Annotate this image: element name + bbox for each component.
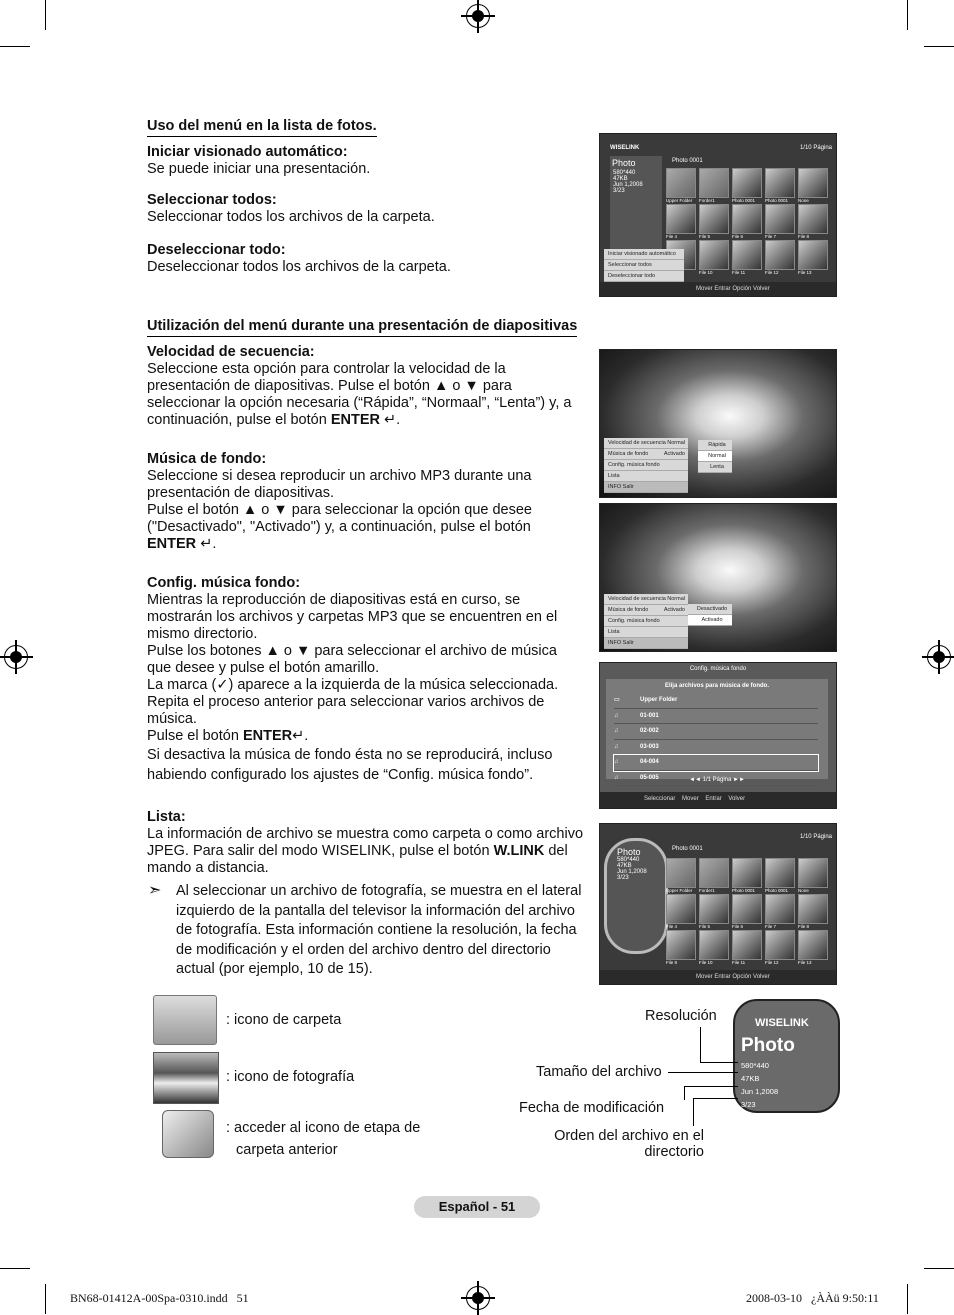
panel-title: Photo [612, 158, 636, 168]
info-size: 47KB [613, 176, 628, 182]
photo-icon [798, 240, 828, 270]
block-heading: Config. música fondo: [147, 575, 301, 591]
thumbnail-label: File 4 [666, 234, 678, 239]
crop-mark [0, 1268, 30, 1269]
text-line: ENTER ↵. [147, 536, 217, 552]
velocidad-block [147, 344, 592, 429]
thumbnail-item[interactable] [765, 204, 795, 239]
info-order: 3/23 [617, 875, 629, 881]
music-row[interactable] [614, 740, 818, 756]
section-title: Uso del menú en la lista de fotos. [147, 118, 377, 137]
leader-line [693, 1098, 694, 1126]
thumbnail-item[interactable] [798, 168, 828, 203]
crop-mark [45, 0, 46, 30]
photo-icon [666, 204, 696, 234]
item-select-all [147, 192, 587, 226]
info-panel-highlight [604, 838, 668, 954]
thumbnail-item[interactable] [699, 240, 729, 275]
musica-block [147, 451, 592, 553]
thumbnail-item[interactable] [765, 930, 795, 965]
thumbnail-label: File 7 [765, 924, 777, 929]
option-item[interactable]: Rápida [698, 440, 732, 451]
thumbnail-item[interactable] [699, 930, 729, 965]
thumbnail-item[interactable] [798, 204, 828, 239]
info-resolution: 580*440 [613, 170, 636, 176]
thumbnail-item[interactable] [765, 240, 795, 275]
photo-icon [666, 894, 696, 924]
music-row[interactable] [614, 755, 818, 771]
text-line: Seleccione esta opción para controlar la velocidad de la [147, 361, 506, 377]
folder-icon: ▭ [614, 697, 620, 703]
photo-icon [732, 204, 762, 234]
menu-item[interactable]: Seleccionar todos [604, 260, 684, 271]
thumbnail-item[interactable] [699, 168, 729, 203]
thumbnail-item[interactable] [666, 858, 696, 893]
thumbnail-label: Photo 0001 [732, 198, 756, 203]
upper-folder-icon [162, 1110, 214, 1158]
thumbnail-label: File 8 [798, 924, 810, 929]
text-line: carpeta anterior [236, 1142, 338, 1158]
item-text: Deseleccionar todos los archivos de la carpeta. [147, 259, 451, 275]
label-size: Tamaño del archivo [536, 1064, 662, 1080]
menu-item[interactable]: Música de fondo Activado [604, 449, 688, 460]
music-row-label: Upper Folder [640, 697, 678, 703]
slideshow-menu [604, 594, 688, 649]
screenshot-background-music [599, 503, 837, 652]
text-line: Si desactiva la música de fondo ésta no se reproducirá, incluso [147, 747, 553, 763]
photo-icon [732, 894, 762, 924]
crop-mark [924, 46, 954, 47]
folder-icon [699, 168, 729, 198]
music-note-icon: ♫ [614, 712, 619, 719]
thumbnail-label: File 11 [732, 960, 746, 965]
legend-photo-label: : icono de fotografía [226, 1069, 355, 1085]
music-options [688, 604, 732, 626]
info-resolution: 580*440 [617, 857, 640, 863]
music-note-icon: ♫ [614, 774, 619, 781]
screenshot-slideshow-speed [599, 349, 837, 498]
info-date: Jun 1,2008 [617, 869, 647, 875]
crop-mark [924, 1268, 954, 1269]
registration-mark-icon [466, 4, 490, 28]
thumbnail-label: File 13 [798, 960, 812, 965]
footer-stamp: 2008-03-10 ¿ÀÀü 9:50:11 [746, 1291, 879, 1305]
thumbnail-item[interactable] [732, 168, 762, 203]
block-heading: Lista: [147, 809, 186, 825]
thumbnail-label: File 5 [699, 234, 711, 239]
thumbnail-label: File 4 [666, 924, 678, 929]
lista-block [147, 809, 595, 877]
photo-icon [732, 240, 762, 270]
callout-size: 47KB [741, 1074, 760, 1083]
legend-folder-label: : icono de carpeta [226, 1012, 342, 1028]
thumbnail-item[interactable] [699, 204, 729, 239]
text-line: Seleccione si desea reproducir un archivo MP3 durante una [147, 468, 532, 484]
leader-line [700, 1027, 701, 1062]
text-line: música. [147, 711, 197, 727]
photo-icon [765, 168, 795, 198]
section-title: Utilización del menú durante una presentación de diapositivas [147, 318, 577, 337]
crop-mark [907, 1284, 908, 1314]
leader-line [700, 1062, 738, 1063]
thumbnail-item[interactable] [666, 204, 696, 239]
thumbnail-item[interactable] [666, 894, 696, 929]
menu-item[interactable]: Lista [604, 471, 688, 482]
thumbnail-label: Forder1 [699, 888, 715, 893]
photo-icon [732, 930, 762, 960]
thumbnail-item[interactable] [666, 168, 696, 203]
callout-order: 3/23 [741, 1100, 756, 1109]
music-row-label: 05-005 [640, 774, 659, 781]
photo-icon [699, 240, 729, 270]
folder-icon [666, 858, 696, 888]
photo-icon [798, 894, 828, 924]
text-line: de modificación y el orden del archivo dentro del directorio [176, 941, 551, 958]
photo-icon [732, 168, 762, 198]
item-text: Seleccionar todos los archivos de la carpeta. [147, 209, 435, 225]
thumbnail-label: Upper Folder [666, 888, 693, 893]
text-line: JPEG. Para salir del modo WISELINK, pulse el botón W.LINK del [147, 843, 568, 859]
footer-file: BN68-01412A-00Spa-0310.indd 51 [70, 1291, 249, 1305]
music-row-label: 03-003 [640, 743, 659, 750]
thumbnail-item[interactable] [732, 204, 762, 239]
item-heading: Iniciar visionado automático: [147, 144, 348, 160]
text-line: La marca (✓) aparece a la izquierda de la música seleccionada. [147, 677, 559, 693]
file-list [614, 693, 818, 786]
text-line: ("Desactivado", "Activado") y, a continuación, pulse el botón [147, 519, 531, 535]
page-indicator: 1/10 Página [799, 834, 832, 840]
menu-item[interactable]: Velocidad de secuencia Normal [604, 594, 688, 605]
label-date: Fecha de modificación [519, 1100, 665, 1116]
music-row[interactable] [614, 693, 818, 709]
info-callout [733, 999, 840, 1113]
thumbnail-label: File 9 [666, 960, 678, 965]
registration-mark-icon [4, 645, 28, 669]
panel-title: Photo [617, 847, 641, 857]
music-row-label: 02-002 [640, 728, 659, 734]
wiselink-logo: WISELINK [755, 1017, 809, 1029]
thumbnail-label: Upper Folder [666, 198, 693, 203]
photo-icon [798, 858, 828, 888]
screenshot-music-config [599, 662, 837, 809]
text-line: Al seleccionar un archivo de fotografía, se muestra en el lateral [176, 883, 582, 899]
thumbnail-label: File 10 [699, 960, 713, 965]
path-label: Photo 0001 [672, 158, 703, 164]
option-item[interactable]: Desactivado [688, 604, 732, 615]
crop-mark [0, 46, 30, 47]
thumbnail-item[interactable] [699, 894, 729, 929]
text-line: Repita el proceso anterior para seleccionar varios archivos de [147, 694, 545, 710]
option-item[interactable]: Lenta [698, 462, 732, 473]
photo-icon [699, 930, 729, 960]
text-line: continuación, pulse el botón ENTER ↵. [147, 412, 401, 428]
wiselink-logo: WISELINK [610, 145, 640, 151]
text-line: presentación de diapositivas. [147, 485, 335, 501]
thumbnail-item[interactable] [765, 894, 795, 929]
thumbnail-item[interactable] [732, 858, 762, 893]
folder-icon [153, 995, 217, 1045]
thumbnail-label: File 8 [798, 234, 810, 239]
callout-title: Photo [741, 1035, 795, 1056]
thumbnail-label: File 10 [699, 270, 713, 275]
thumbnail-label: File 11 [732, 270, 746, 275]
menu-item[interactable]: Deseleccionar todo [604, 271, 684, 282]
music-row-label: 01-001 [640, 712, 659, 719]
menu-item[interactable]: Velocidad de secuencia Normal [604, 438, 688, 449]
music-note-icon: ♫ [614, 743, 619, 750]
callout-resolution: 580*440 [741, 1061, 769, 1070]
thumbnail-label: File 12 [765, 270, 779, 275]
thumbnail-item[interactable] [798, 894, 828, 929]
text-line: Pulse el botón ▲ o ▼ para seleccionar la opción que desee [147, 502, 533, 518]
registration-mark-icon [927, 645, 951, 669]
menu-item[interactable]: Config. música fondo [604, 616, 688, 627]
info-order: 3/23 [613, 188, 625, 194]
control-bar: Mover Entrar Opción Volver [600, 970, 836, 984]
note-arrow-icon: ➣ [148, 882, 162, 899]
folder-icon [666, 168, 696, 198]
photo-icon [765, 894, 795, 924]
thumbnail-label: None [798, 888, 809, 893]
photo-icon [699, 204, 729, 234]
text-line: izquierdo de la pantalla del televisor la información del archivo [176, 902, 575, 919]
text-line: mando a distancia. [147, 860, 269, 876]
speed-options [698, 440, 732, 473]
photo-icon [798, 168, 828, 198]
path-label: Photo 0001 [672, 846, 703, 852]
text-line: presentación de diapositivas. Pulse el botón ▲ o ▼ para [147, 378, 512, 394]
menu-exit[interactable]: INFO Salir [604, 638, 688, 649]
thumbnail-label: Forder1 [699, 198, 715, 203]
option-item[interactable]: Normal [698, 451, 732, 462]
text-line: de fotografía. Esta información contiene la resolución, la fecha [176, 922, 577, 938]
item-text: Se puede iniciar una presentación. [147, 161, 371, 177]
text-line: seleccionar la opción necesaria (“Rápida”, “Normaal”, “Lenta”) y, a [147, 395, 572, 411]
thumbnail-item[interactable] [765, 168, 795, 203]
text-line: Pulse los botones ▲ o ▼ para seleccionar el archivo de música [147, 643, 557, 659]
info-date: Jun 1,2008 [613, 182, 643, 188]
text-line: La información de archivo se muestra como carpeta o como archivo [147, 826, 584, 842]
pager: ◄◄ 1/1 Página ►► [689, 777, 745, 783]
thumbnail-label: File 7 [765, 234, 777, 239]
thumbnail-label: None [798, 198, 809, 203]
thumbnail-item[interactable] [666, 930, 696, 965]
checkmark-icon: ✓ [216, 677, 229, 693]
thumbnail-item[interactable] [699, 858, 729, 893]
music-row[interactable] [614, 709, 818, 725]
dialog-subtitle: Elija archivos para música de fondo. [664, 683, 770, 689]
thumbnail-label: File 12 [765, 960, 779, 965]
thumbnail-item[interactable] [798, 240, 828, 275]
config-block [147, 575, 592, 784]
photo-icon [765, 240, 795, 270]
screenshot-photo-info [599, 823, 837, 985]
enter-icon: ↵ [384, 412, 397, 428]
slideshow-menu [604, 438, 688, 493]
screenshot-photo-list [599, 133, 837, 297]
leader-line [684, 1086, 738, 1087]
label-order [550, 1128, 704, 1160]
menu-exit[interactable]: INFO Salir [604, 482, 688, 493]
thumbnail-item[interactable] [798, 930, 828, 965]
control-bar: Seleccionar Mover Entrar Volver [600, 792, 836, 808]
leader-line [693, 1098, 738, 1099]
music-row[interactable] [614, 724, 818, 740]
note-block [176, 882, 596, 980]
leader-line [668, 1072, 738, 1073]
thumbnail-label: Photo 0001 [765, 888, 789, 893]
thumbnail-item[interactable] [798, 858, 828, 893]
thumbnail-label: File 5 [699, 924, 711, 929]
music-note-icon: ♫ [614, 759, 619, 765]
item-deselect-all [147, 242, 587, 276]
text-line: mostrarán los archivos y carpetas MP3 que se encuentren en el [147, 609, 558, 625]
photo-icon [765, 930, 795, 960]
block-heading: Música de fondo: [147, 451, 267, 467]
control-bar: Mover Entrar Opción Volver [600, 282, 836, 296]
item-heading: Seleccionar todos: [147, 192, 277, 208]
photo-icon [666, 930, 696, 960]
photo-icon [153, 1052, 219, 1104]
text-line: directorio [644, 1144, 704, 1160]
text-line: actual (por ejemplo, 10 de 15). [176, 961, 373, 977]
item-auto-view [147, 144, 587, 178]
page-number-badge: Español - 51 [414, 1196, 540, 1218]
dialog-body [606, 679, 828, 783]
menu-item[interactable]: Config. música fondo [604, 460, 688, 471]
music-row-label: 04-004 [640, 759, 659, 765]
dialog-title: Config. música fondo [689, 666, 747, 672]
crop-mark [907, 0, 908, 30]
photo-icon [798, 930, 828, 960]
text-line: Mientras la reproducción de diapositivas está en curso, se [147, 592, 521, 608]
thumbnail-item[interactable] [765, 858, 795, 893]
thumbnail-label: File 13 [798, 270, 812, 275]
label-resolution: Resolución [645, 1008, 717, 1024]
music-note-icon: ♫ [614, 728, 619, 734]
info-size: 47KB [617, 863, 632, 869]
thumbnail-label: File 6 [732, 924, 744, 929]
text-line: Pulse el botón ENTER↵. [147, 728, 309, 744]
photo-icon [798, 204, 828, 234]
text-line: que desee y pulse el botón amarillo. [147, 660, 380, 676]
option-item[interactable]: Activado [688, 615, 732, 626]
text-line: Orden del archivo en el [554, 1128, 704, 1144]
thumbnail-label: File 6 [732, 234, 744, 239]
text-line: habiendo configurado los ajustes de “Config. música fondo”. [147, 767, 534, 783]
photo-icon [699, 894, 729, 924]
text-line: : acceder al icono de etapa de [226, 1120, 421, 1136]
thumbnail-item[interactable] [732, 930, 762, 965]
enter-icon: ↵ [292, 728, 305, 744]
menu-item[interactable]: Iniciar visionado automático [604, 249, 684, 260]
photo-icon [765, 858, 795, 888]
thumbnail-label: Photo 0001 [732, 888, 756, 893]
info-panel [610, 156, 662, 256]
menu-item[interactable]: Música de fondo Activado [604, 605, 688, 616]
menu-item[interactable]: Lista [604, 627, 688, 638]
photo-icon [732, 858, 762, 888]
callout-date: Jun 1,2008 [741, 1087, 779, 1096]
thumbnail-item[interactable] [732, 240, 762, 275]
leader-line [684, 1086, 685, 1100]
crop-mark [45, 1284, 46, 1314]
photo-icon [765, 204, 795, 234]
thumbnail-item[interactable] [732, 894, 762, 929]
block-heading: Velocidad de secuencia: [147, 344, 315, 360]
enter-icon: ↵ [200, 536, 213, 552]
thumbnail-label: Photo 0001 [765, 198, 789, 203]
page-indicator: 1/10 Página [799, 145, 832, 151]
folder-icon [699, 858, 729, 888]
item-heading: Deseleccionar todo: [147, 242, 286, 258]
legend-upper-label [226, 1117, 420, 1161]
text-line: mismo directorio. [147, 626, 258, 642]
registration-mark-icon [466, 1286, 490, 1310]
